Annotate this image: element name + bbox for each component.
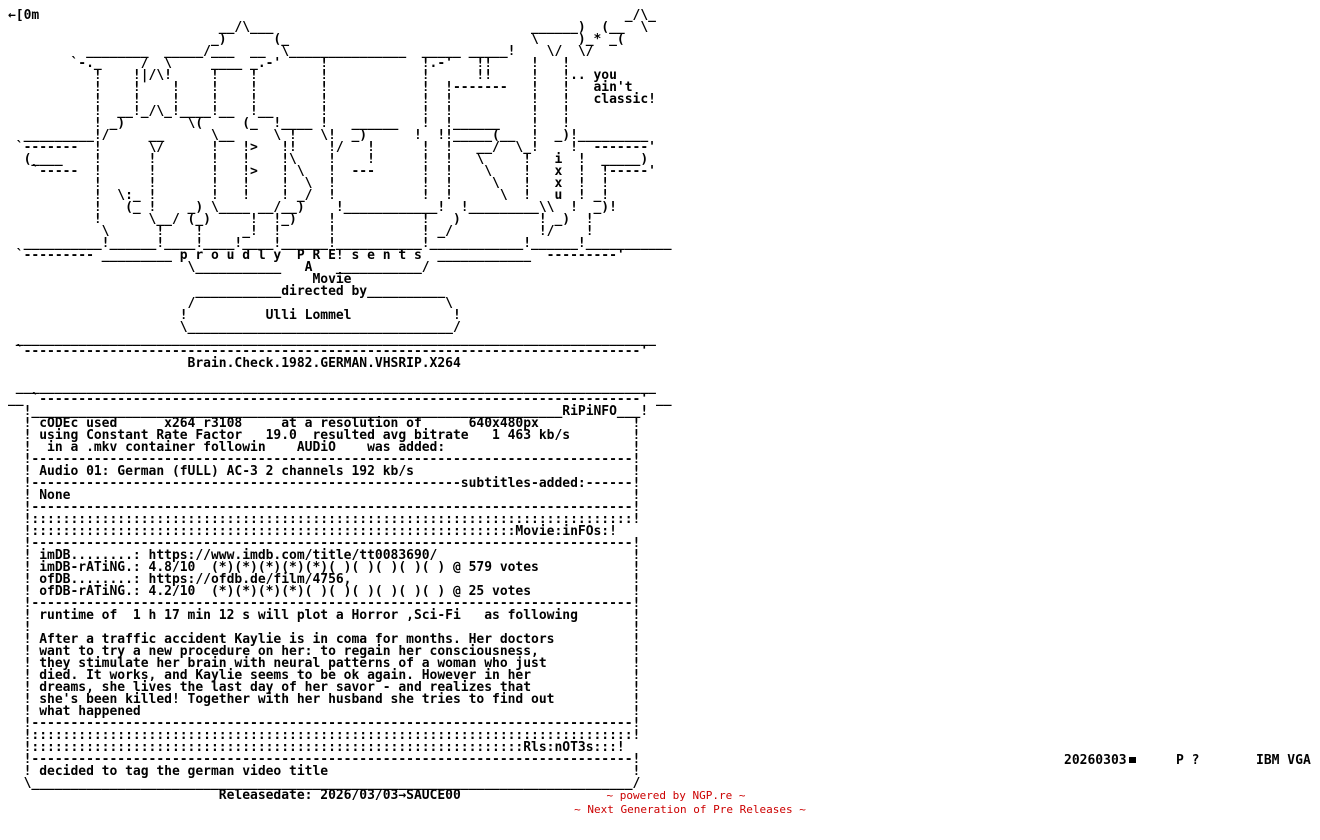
nfo-art-text: ←[0m _/\_ __/\___ ______) (__ \ _) (_ \ )_* _( ________ _____/___ __ \_______________ _____ _____! \/ \/ `-._ / \ ____ _.-' ! !.-' !! ! ! ! !|/\! ! ! ! ! !! ! !.. you ! ! ! ! ! ! ! !------- ! ! ain't ! ! ! ! ! ! ! ! ! ! classic! ! __!_/\_!____!__ !__ ! ! ! ! ! ! _) \( (_ !____ ! ______ ! !______ ! ! _________!/ __ \__ \ ! \! _) ! !!_____(__ ! _)!_________ `------- ! \/ ! !> !! !/ ! ! ! __/ \_! ! -------' (____ ! ! ! ! !\ ! ! ! ! \ ! i ! _____) `----- ! ! ! !> ! \ ! --- ! ! \ ! x ! !-----' ! ! ! ! ! \ ! ! ! \ ! x ! ! ! \:_ ! ! ! ! _/ ! ! ! \ ! u ! _! ! (_ ! _) \____ __/__) !____________! !_________\\ ! _)! ! \__/ (_) ! !_) ! ! ) ! _) ! \ ! ! _! ! ! ! _/ !/ ! __________!______!____!____!____!______!___________!____________!______!___________ `--------- _________ p r o u d l y P R E! s e n t s ____________ ---------' \___________ A ___________/ Movie ___________directed by__________ / \ ! Ulli Lommel ! \__________________________________/ __________________________________________________________________________________ `-------------------------------------------------------------------------------' Brain.Check.1982.GERMAN.VHSRIP.X264 __________________________________________________________________________________ __ `-----------------------------------------------------------------------------' __ !____________________________________________________________________RiPiNFO___! ! cODEc used x264 r3108 at a resolution of 640x480px ! ! using Constant Rate Factor 19.0 resulted avg bitrate 1 463 kb/s ! ! in a .mkv container followin AUDiO was added: ! !-----------------------------------------------------------------------------! ! Audio 01: German (fULL) AC-3 2 channels 192 kb/s ! !-------------------------------------------------------subtitles-added:------! ! None ! !-----------------------------------------------------------------------------! !:::::::::::::::::::::::::::::::::::::::::::::::::::::::::::::::::::::::::::::! !::::::::::::::::::::::::::::::::::::::::::::::::::::::::::::::Movie:inFOs:! !-----------------------------------------------------------------------------! ! imDB........: https://www.imdb.com/title/tt0083690/ ! ! imDB-rATiNG.: 4.8/10 (*)(*)(*)(*)(*)( )( )( )( )( ) @ 579 votes ! ! ofDB........: https://ofdb.de/film/4756, ! ! ofDB-rATiNG.: 4.2/10 (*)(*)(*)(*)( )( )( )( )( )( ) @ 25 votes ! !-----------------------------------------------------------------------------! ! runtime of 1 h 17 min 12 s will plot a Horror ,Sci-Fi as following ! ! ! ! After a traffic accident Kaylie is in coma for months. Her doctors ! ! want to try a new procedure on her: to regain her consciousness, ! ! they stimulate her brain with neural patterns of a woman who just ! ! died. It works, and Kaylie seems to be ok again. However in her ! ! dreams, she lives the last day of her savor - and realizes that ! ! she's been killed! Together with her husband she tries to find out ! ! what happened ! !-----------------------------------------------------------------------------! !:::::::::::::::::::::::::::::::::::::::::::::::::::::::::::::::::::::::::::::! !:::::::::::::::::::::::::::::::::::::::::::::::::::::::::::::::Rls:nOT3s:::! !-----------------------------------------------------------------------------! ! decided to tag the german video title ! \_____________________________________________________________________________/ Releasedate: 2026/03/03→SAUCE00 — [8, 8, 672, 803]
status-font: IBM VGA — [1256, 753, 1311, 768]
status-date: 20260303 — [1064, 753, 1127, 768]
footer-powered-by[interactable]: ~ powered by NGP.re ~ — [606, 789, 746, 802]
footer-tagline[interactable]: ~ Next Generation of Pre Releases ~ — [574, 803, 806, 816]
text-cursor — [1129, 757, 1136, 763]
status-p: P ? — [1176, 753, 1200, 768]
